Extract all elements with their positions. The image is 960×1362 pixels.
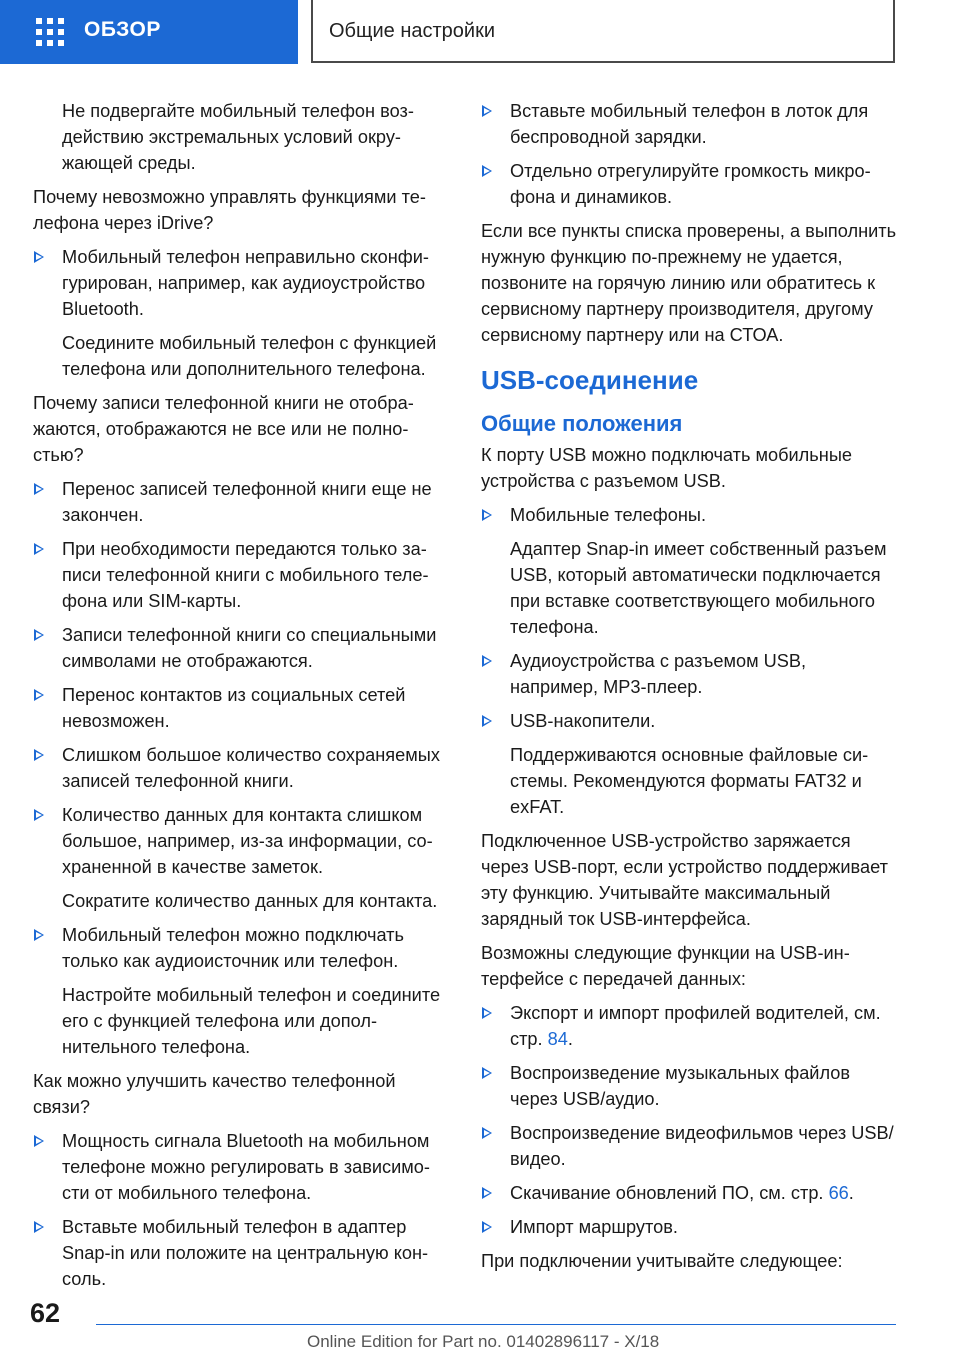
list-item-text: Импорт маршрутов.: [510, 1217, 678, 1237]
bullet-triangle-icon: [482, 715, 492, 727]
bullet-triangle-icon: [482, 509, 492, 521]
paragraph: Если все пункты списка проверены, а выполнить нужную функцию по-прежнему не удается, позвоните на горячую линию или обратитесь к сервисному партнеру производителя, другому сервисному партнеру или на СТОА.: [481, 221, 897, 345]
list-item-text: Записи телефонной книги со специальными символами не отображаются.: [62, 625, 437, 671]
list-item-detail: Адаптер Snap-in имеет собственный разъем USB, который автоматически подключается при вставке соответствующего мобильного телефона.: [510, 539, 887, 637]
bullet-triangle-icon: [482, 1187, 492, 1199]
heading-general: Общие положения: [481, 411, 683, 436]
bullet-triangle-icon: [482, 165, 492, 177]
list-item-text: Аудиоустройства с разъемом USB, например, MP3-плеер.: [510, 651, 807, 697]
list-item: [33, 476, 449, 528]
question: Почему записи телефонной книги не отображаются, отображаются не все или не полностью?: [33, 393, 414, 465]
heading-usb: USB-соединение: [481, 365, 699, 395]
list-item: [33, 536, 449, 614]
question: Почему невозможно управлять функциями телефона через iDrive?: [33, 187, 426, 233]
list-item-text: Экспорт и импорт профилей водителей, см. стр.: [510, 1003, 881, 1049]
bullet-triangle-icon: [482, 655, 492, 667]
list-item: Экспорт и импорт профилей водителей, см. стр. 84.: [481, 1000, 897, 1052]
list-item: [481, 1214, 897, 1240]
list-item: [481, 502, 897, 528]
bullet-triangle-icon: [482, 105, 492, 117]
section-title: Общие настройки: [329, 20, 495, 42]
paragraph: При подключении учитывайте следующее:: [481, 1251, 843, 1271]
list-item-text: Мобильные телефоны.: [510, 505, 707, 525]
page-link[interactable]: 66: [828, 1183, 849, 1203]
list-item: [33, 682, 449, 734]
header-tab-overview[interactable]: [0, 0, 298, 64]
list-item-text: Вставьте мобильный телефон в адаптер Snap-in или положите на центральную консоль.: [62, 1217, 429, 1289]
page-link[interactable]: 84: [547, 1029, 568, 1049]
list-item: [33, 1128, 449, 1206]
bullet-triangle-icon: [34, 809, 44, 821]
bullet-triangle-icon: [482, 1221, 492, 1233]
list-item-text: Мобильный телефон можно подключать только как аудиоисточник или телефон.: [62, 925, 404, 971]
bullet-triangle-icon: [34, 1221, 44, 1233]
list-item: [33, 742, 449, 794]
footer-edition: Online Edition for Part no. 01402896117 - X/18: [307, 1332, 660, 1351]
list-item-text: При необходимости передаются только записи телефонной книги с мобильного телефона или SIM-карты.: [62, 539, 429, 611]
list-item-text: Скачивание обновлений ПО, см. стр.: [510, 1183, 824, 1203]
bullet-triangle-icon: [482, 1067, 492, 1079]
list-item-text: Слишком большое количество сохраняемых записей телефонной книги.: [62, 745, 440, 791]
list-item-text: Воспроизведение видеофильмов через USB/видео.: [510, 1123, 894, 1169]
list-item: [481, 1120, 897, 1172]
list-item: [33, 244, 449, 322]
page-number: 62: [30, 1298, 61, 1328]
paragraph: Не подвергайте мобильный телефон воздействию экстремальных условий окружающей среды.: [62, 101, 414, 173]
bullet-triangle-icon: [34, 749, 44, 761]
grid-menu-icon: [36, 18, 64, 46]
header-tab-label: ОБЗОР: [84, 18, 161, 41]
list-item: [481, 158, 897, 210]
bullet-triangle-icon: [34, 483, 44, 495]
list-item-detail: Сократите количество данных для контакта.: [62, 891, 438, 911]
list-item: Скачивание обновлений ПО, см. стр. 66.: [481, 1180, 897, 1206]
list-item-text: Воспроизведение музыкальных файлов через USB/аудио.: [510, 1063, 851, 1109]
list-item: [33, 922, 449, 974]
left-column: [33, 98, 449, 1300]
bullet-triangle-icon: [34, 1135, 44, 1147]
right-column: [481, 98, 897, 1282]
list-item-text: Мощность сигнала Bluetooth на мобильном телефоне можно регулировать в зависимости от мобильного телефона.: [62, 1131, 430, 1203]
list-item-text: USB-накопители.: [510, 711, 656, 731]
bullet-triangle-icon: [482, 1007, 492, 1019]
list-item-detail: Соедините мобильный телефон с функцией телефона или дополнительного телефона.: [62, 333, 437, 379]
list-item-text: Перенос контактов из социальных сетей невозможен.: [62, 685, 406, 731]
list-item-text: Перенос записей телефонной книги еще не закончен.: [62, 479, 432, 525]
bullet-triangle-icon: [34, 689, 44, 701]
list-item: [481, 708, 897, 734]
section-header: [311, 0, 895, 63]
footer-divider: [96, 1324, 896, 1325]
list-item: [481, 98, 897, 150]
list-item-detail: Настройте мобильный телефон и соедините его с функцией телефона или дополнительного телефона.: [62, 985, 441, 1057]
list-item-text: Вставьте мобильный телефон в лоток для беспроводной зарядки.: [510, 101, 869, 147]
bullet-triangle-icon: [34, 629, 44, 641]
paragraph: Подключенное USB-устройство заряжается через USB-порт, если устройство поддерживает эту функцию. Учитывайте максимальный зарядный ток USB-интерфейса.: [481, 831, 888, 929]
list-item: [33, 802, 449, 880]
list-item-detail: Поддерживаются основные файловые системы. Рекомендуются форматы FAT32 и exFAT.: [510, 745, 869, 817]
paragraph: К порту USB можно подключать мобильные устройства с разъемом USB.: [481, 445, 853, 491]
bullet-triangle-icon: [34, 929, 44, 941]
list-item-text: Отдельно отрегулируйте громкость микрофона и динамиков.: [510, 161, 871, 207]
bullet-triangle-icon: [482, 1127, 492, 1139]
list-item: [481, 648, 897, 700]
question: Как можно улучшить качество телефонной связи?: [33, 1071, 396, 1117]
list-item: [33, 622, 449, 674]
paragraph: Возможны следующие функции на USB-интерфейсе с передачей данных:: [481, 943, 850, 989]
list-item-text: Количество данных для контакта слишком большое, например, из-за информации, сохраненной в качестве заметок.: [62, 805, 433, 877]
list-item: [481, 1060, 897, 1112]
bullet-triangle-icon: [34, 543, 44, 555]
bullet-triangle-icon: [34, 251, 44, 263]
list-item-text: Мобильный телефон неправильно сконфигурирован, например, как аудиоустройство Bluetooth.: [62, 247, 429, 319]
list-item: [33, 1214, 449, 1292]
